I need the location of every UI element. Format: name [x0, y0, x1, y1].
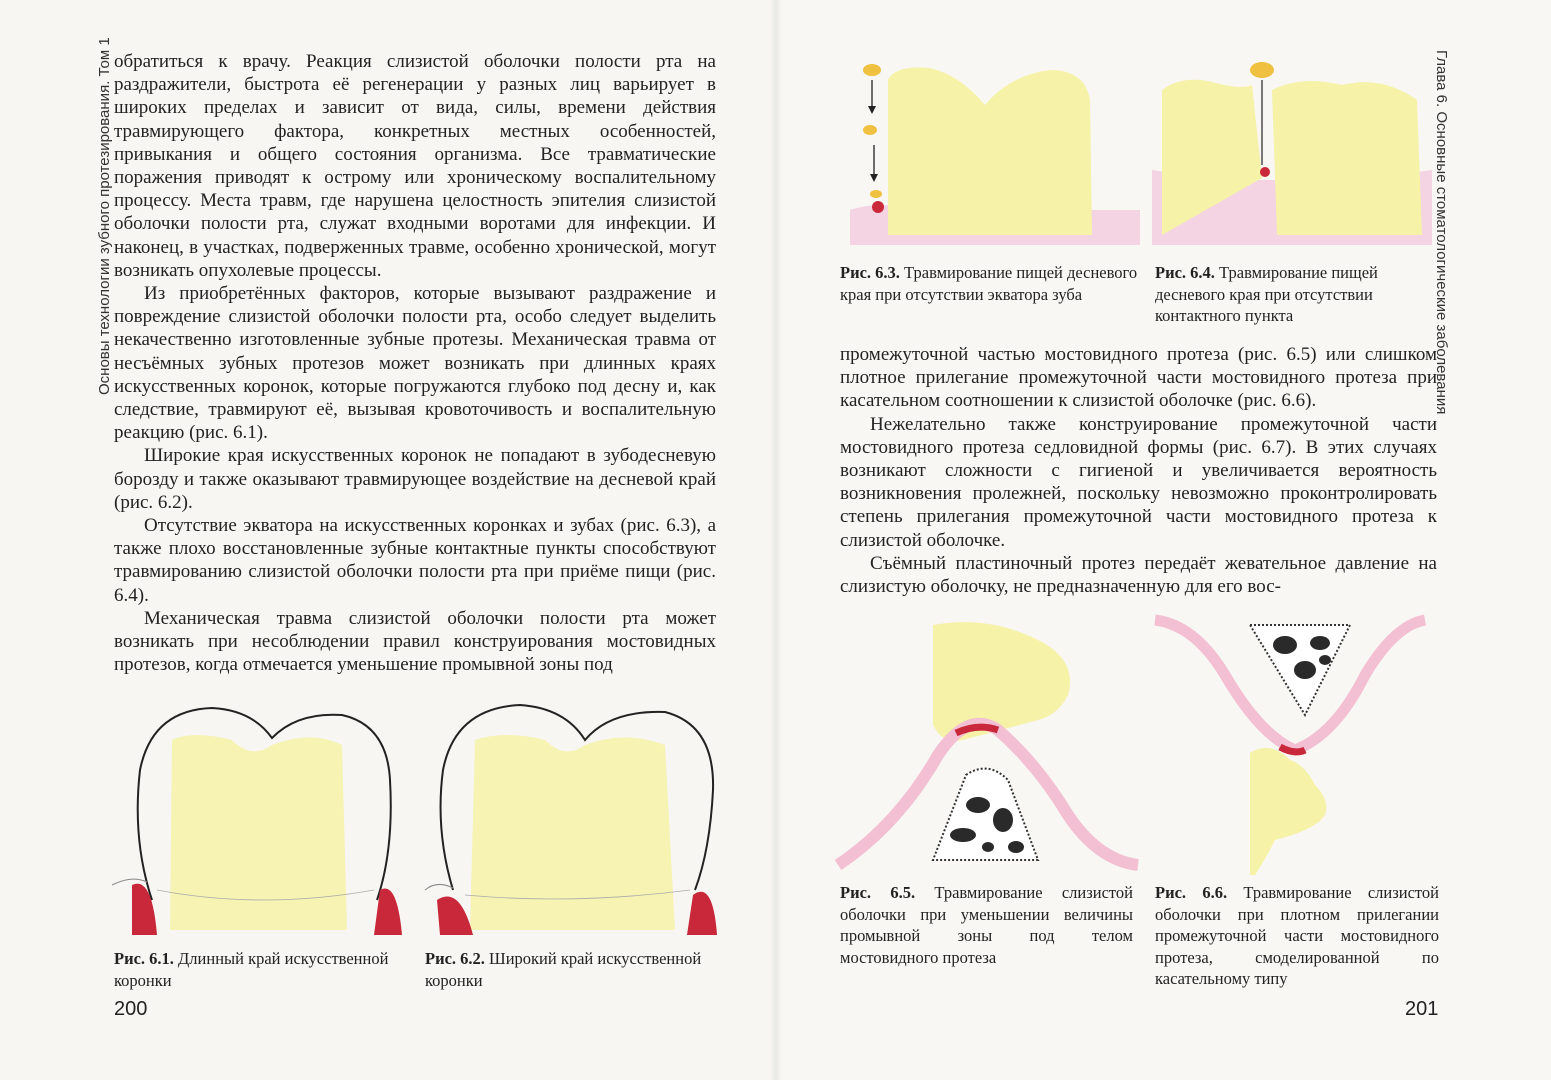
gum-right — [687, 892, 717, 935]
left-page-number: 200 — [114, 998, 148, 1020]
left-running-header: Основы технологии зубного протезирования. Том 1 — [96, 37, 113, 395]
figure-6-3-illustration — [850, 60, 1140, 250]
pontic — [933, 622, 1070, 741]
paragraph: Отсутствие экватора на искусственных коронках и зубах (рис. 6.3), а также плохо восстановленные зубные контактные пункты способствуют травмированию слизистой оболочки полости рта при приёме пищи (рис. 6.4). — [114, 515, 716, 606]
figure-6-4-illustration — [1152, 60, 1432, 250]
paragraph: Из приобретённых факторов, которые вызывают раздражение и повреждение слизистой оболочки полости рта, особо следует выделить некачественно изготовленные зубные протезы. Механическая травма от несъёмных зубных протезов может возникать при длинных краях искусственных коронок, которые погружаются глубоко под десну и, как следствие, травмируют её, вызывая кровоточивость и воспалительную реакцию (рис. 6.1). — [114, 283, 716, 444]
paragraph: обратиться к врачу. Реакция слизистой оболочки полости рта на раздражители, быстрота её регенерации у разных лиц варьирует в широких пределах и зависит от вида, силы, времени действия травмирующего фактора, конкретных местных особенностей, привыкания и общего состояния организма. Все травматические поражения приводят к острому или хроническому воспалительному процессу. Места травм, где нарушена целостность эпителия слизистой оболочки полости рта, служат входными воротами для инфекции. И наконец, в участках, подверженных травме, особенно хронической, могут возникать опухолевые процессы. — [114, 51, 716, 281]
paragraph: промежуточной частью мостовидного протеза (рис. 6.5) или слишком плотное прилегание промежуточной части мостовидного протеза при касательном соотношении к слизистой оболочке (рис. 6.6). — [840, 344, 1437, 412]
food-particle — [863, 125, 877, 135]
gum-left — [132, 884, 157, 935]
figure-6-5-caption: Рис. 6.5. Травмирование слизистой оболочки при уменьшении величины промывной зоны под телом мостовидного протеза — [840, 883, 1133, 967]
right-running-header: Глава 6. Основные стоматологические заболевания — [1433, 50, 1450, 415]
paragraph: Механическая травма слизистой оболочки полости рта может возникать при несоблюдении правил конструирования мостовидных протезов, когда отмечается уменьшение промывной зоны под — [114, 607, 716, 676]
left-body-text — [114, 50, 716, 676]
food-particle — [863, 64, 881, 76]
figure-6-2-illustration — [425, 700, 725, 940]
food-particle — [1250, 62, 1274, 78]
paragraph: Широкие края искусственных коронок не попадают в зубодесневую борозду и также оказывают травмирующее воздействие на десневой край (рис. 6.2). — [114, 445, 716, 513]
gum-left — [437, 897, 473, 935]
injury-spot — [1260, 167, 1270, 177]
paragraph: Нежелательно также конструирование промежуточной части мостовидного протеза седловидной формы (рис. 6.7). В этих случаях возникают сложности с гигиеной и увеличивается вероятность возникновения пролежней, поскольку невозможно проконтролировать степень прилегания промежуточной части мостовидного протеза к слизистой оболочке. — [840, 413, 1437, 551]
injury-spot — [872, 201, 884, 213]
figure-6-6-illustration — [1155, 615, 1430, 880]
book-gutter — [770, 0, 782, 1080]
figure-6-5-illustration — [838, 615, 1138, 875]
food-particle — [870, 190, 882, 198]
paragraph: Съёмный пластиночный протез передаёт жевательное давление на слизистую оболочку, не предназначенную для его вос- — [840, 552, 1437, 598]
tooth-crown — [888, 68, 1092, 236]
figure-6-1-caption: Рис. 6.1. Длинный край искусственной коронки — [114, 949, 389, 990]
figure-6-2-caption: Рис. 6.2. Широкий край искусственной коронки — [425, 949, 702, 990]
pontic — [1250, 748, 1326, 875]
right-page-number: 201 — [1405, 998, 1439, 1020]
tooth-right — [1272, 81, 1422, 235]
tooth-crown-shape — [170, 735, 347, 930]
right-body-text — [840, 343, 1437, 598]
tooth-crown-shape — [470, 735, 675, 930]
figure-6-1-illustration — [112, 700, 402, 940]
figure-6-6-caption: Рис. 6.6. Травмирование слизистой оболочки при плотном прилегании промежуточной части мостовидного протеза, смоделированной по касательному типу — [1155, 883, 1439, 988]
figure-6-4-caption: Рис. 6.4. Травмирование пищей десневого края при отсутствии контактного пункта — [1155, 263, 1378, 325]
figure-6-3-caption: Рис. 6.3. Травмирование пищей десневого края при отсутствии экватора зуба — [840, 263, 1138, 304]
